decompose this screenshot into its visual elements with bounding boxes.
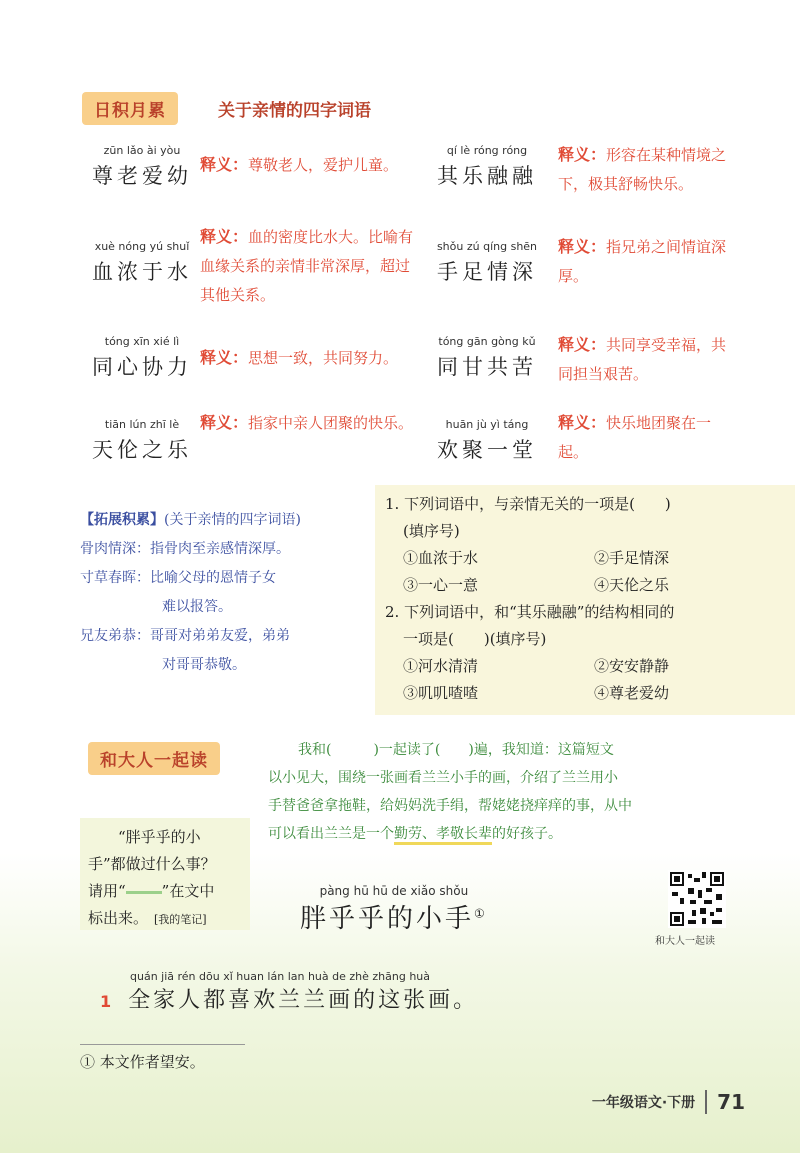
footnote: ① 本文作者望安。 (80, 1044, 245, 1072)
extension-term: 骨肉情深： (80, 541, 150, 557)
extension-term: 寸草春晖： (80, 570, 150, 586)
extension-head-label: 【拓展积累】 (80, 512, 164, 528)
idiom-text: 欢聚一堂 (437, 438, 537, 462)
page-number: 71 (705, 1090, 745, 1114)
prompt-box (80, 818, 250, 930)
reading-note-text: 可以看出兰兰是一个 (268, 826, 394, 842)
option: ④天伦之乐 (594, 576, 670, 594)
definition-text: 思想一致，共同努力。 (248, 349, 399, 367)
idiom-pinyin: huān jù yì táng (445, 418, 529, 431)
extension-def-cont: 难以报答。 (162, 599, 232, 615)
idiom-pinyin: qí lè róng róng (446, 144, 528, 157)
idiom-item (87, 335, 197, 381)
question-1-cont: (填序号) (403, 522, 460, 540)
idiom-pinyin: xuè nóng yú shuǐ (94, 240, 190, 253)
idiom-definition (200, 222, 420, 310)
section-tag-read-together: 和大人一起读 (88, 742, 220, 775)
extension-def: 比喻父母的恩情子女 (150, 570, 276, 586)
idiom-pinyin: tóng xīn xié lì (104, 335, 180, 348)
question-1-options (385, 572, 785, 599)
footnote-marker: ① (474, 906, 488, 921)
extension-item (80, 535, 370, 564)
extension-heading (80, 506, 370, 535)
option: ③一心一意 (403, 576, 479, 594)
notes-tag: [我的笔记] (154, 913, 207, 926)
idiom-text: 其乐融融 (437, 164, 537, 188)
definition-label: 释义： (558, 145, 607, 164)
extension-head-note: (关于亲情的四字词语) (164, 512, 301, 528)
definition-text: 形容在某种情境之下，极其舒畅快乐。 (558, 146, 727, 193)
story-title-pinyin: pàng hū hū de xiǎo shǒu (319, 884, 469, 898)
sentence-text: 全家人都喜欢兰兰画的这张画。 (128, 988, 479, 1013)
question-2: 2. 下列词语中，和“其乐融融”的结构相同的 (385, 603, 675, 621)
question-2-options (385, 653, 785, 680)
idiom-item (87, 418, 197, 464)
option: ①河水清清 (403, 657, 479, 675)
definition-text: 指家中亲人团聚的快乐。 (248, 414, 414, 432)
section-title: 关于亲情的四字词语 (218, 101, 371, 121)
idiom-pinyin: shǒu zú qíng shēn (436, 240, 538, 253)
prompt-line: “胖乎乎的小 (118, 828, 201, 846)
idiom-text: 同心协力 (92, 355, 192, 379)
extension-def: 哥哥对弟弟友爱，弟弟 (150, 628, 290, 644)
idiom-definition (200, 150, 400, 180)
idiom-text: 同甘共苦 (437, 355, 537, 379)
reading-note-line: 手替爸爸拿拖鞋，给妈妈洗手绢，帮姥姥挠痒痒的事，从中 (268, 798, 632, 814)
qr-caption: 和大人一起读 (655, 936, 715, 947)
story-paragraph (100, 970, 478, 1014)
idiom-pinyin: tiān lún zhī lè (104, 418, 180, 431)
prompt-text: ”在文中 (161, 882, 215, 900)
reading-note-highlight: 勤劳、孝敬长辈 (394, 826, 492, 845)
option: ③叽叽喳喳 (403, 684, 479, 702)
definition-text: 快乐地团聚在一起。 (558, 414, 712, 461)
definition-label: 释义： (200, 348, 249, 367)
definition-text: 共同享受幸福，共同担当艰苦。 (558, 336, 727, 383)
question-2-cont: 一项是( )(填序号) (403, 630, 547, 648)
option: ②安安静静 (594, 657, 670, 675)
definition-text: 指兄弟之间情谊深厚。 (558, 238, 727, 285)
story-title (300, 884, 488, 935)
idiom-item (432, 418, 542, 464)
idiom-definition (558, 140, 738, 199)
idiom-text: 尊老爱幼 (92, 164, 192, 188)
extension-def: 指骨肉至亲感情深厚。 (150, 541, 290, 557)
reading-note-line: 我和( )一起读了( )遍，我知道：这篇短文 (298, 742, 614, 758)
page-footer (592, 1090, 745, 1114)
question-1-options (385, 545, 785, 572)
prompt-text: 请用“ (88, 882, 126, 900)
definition-label: 释义： (558, 413, 607, 432)
idiom-item (432, 144, 542, 190)
reading-note-text: 的好孩子。 (492, 826, 562, 842)
definition-label: 释义： (200, 155, 249, 174)
idiom-definition (558, 232, 738, 291)
book-title: 一年级语文·下册 (591, 1095, 696, 1111)
definition-label: 释义： (200, 227, 249, 246)
question-1: 1. 下列词语中，与亲情无关的一项是( ) (385, 495, 671, 513)
prompt-line (88, 878, 242, 905)
option: ②手足情深 (594, 549, 670, 567)
reading-note-line: 以小见大，围绕一张画看兰兰小手的画，介绍了兰兰用小 (268, 770, 618, 786)
reading-note (268, 736, 748, 848)
paragraph-number: 1 (100, 992, 115, 1011)
definition-label: 释义： (558, 335, 607, 354)
extension-box (80, 506, 370, 680)
idiom-definition (558, 330, 738, 389)
idiom-item (87, 240, 197, 286)
section-tag-daily: 日积月累 (82, 92, 178, 125)
prompt-text: 标出来。 (88, 909, 149, 927)
idiom-text: 手足情深 (437, 260, 537, 284)
reading-note-line (268, 820, 748, 848)
extension-term: 兄友弟恭： (80, 628, 150, 644)
idiom-item (432, 240, 542, 286)
definition-text: 尊敬老人，爱护儿童。 (248, 156, 399, 174)
prompt-line: 手”都做过什么事？ (88, 855, 216, 873)
story-title-text (300, 898, 488, 935)
idiom-definition (200, 343, 430, 373)
idiom-text: 血浓于水 (92, 260, 192, 284)
sentence-line (100, 983, 478, 1014)
sentence-pinyin: quán jiā rén dōu xǐ huan lán lan huà de zhè zhāng huà (130, 970, 431, 983)
extension-item (80, 622, 370, 651)
question-2-options (385, 680, 785, 707)
idiom-definition (558, 408, 738, 467)
idiom-item (432, 335, 542, 381)
prompt-line (88, 905, 242, 933)
definition-text: 血的密度比水大。比喻有血缘关系的亲情非常深厚，超过其他关系。 (200, 228, 414, 304)
option: ①血浓于水 (403, 549, 479, 567)
extension-def-cont: 对哥哥恭敬。 (162, 657, 246, 673)
definition-label: 释义： (558, 237, 607, 256)
idiom-pinyin: zūn lǎo ài yòu (103, 144, 181, 157)
option: ④尊老爱幼 (594, 684, 670, 702)
underline-sample (126, 891, 162, 894)
extension-item (80, 564, 370, 593)
idiom-pinyin: tóng gān gòng kǔ (438, 335, 536, 348)
story-title-hanzi: 胖乎乎的小手 (300, 904, 475, 934)
idiom-item (87, 144, 197, 190)
idiom-text: 天伦之乐 (92, 438, 192, 462)
questions-box (375, 485, 795, 715)
idiom-definition (200, 408, 420, 438)
qr-code-icon[interactable] (668, 870, 726, 928)
definition-label: 释义： (200, 413, 249, 432)
